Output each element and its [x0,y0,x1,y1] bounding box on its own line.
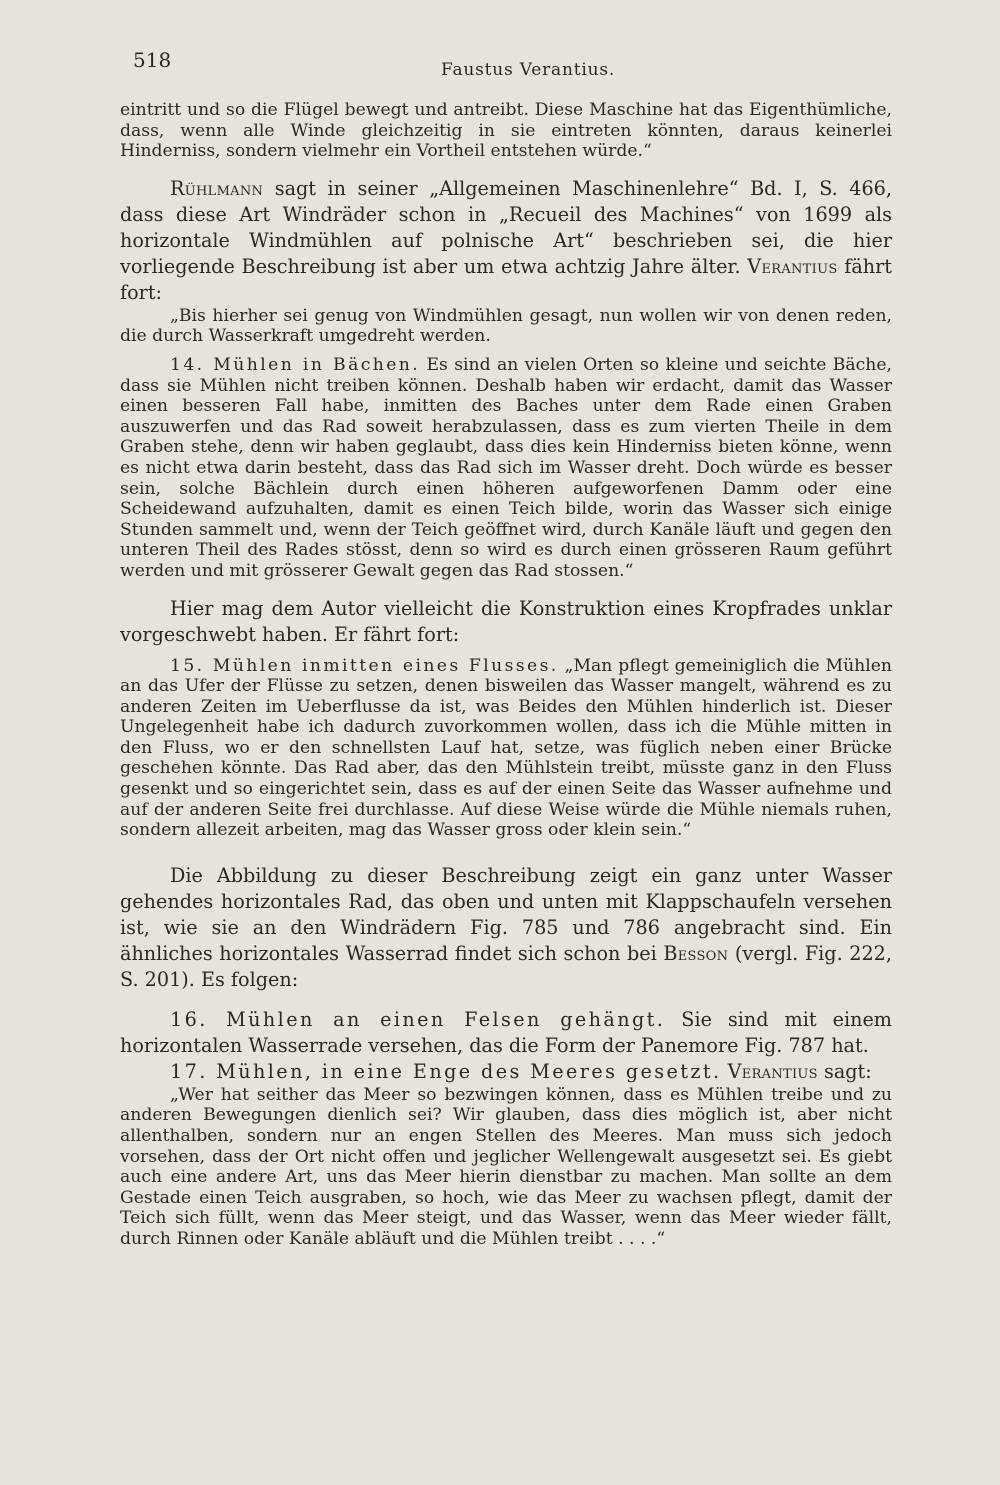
paragraph-windmill-conclusion [120,100,892,162]
page-body [120,100,892,1250]
section-text: Sie sind mit einem horizontalen Wasserrade versehen, das die Form der Panemore Fig. 787 hat. [120,1007,892,1057]
section-text: Es sind an vielen Orten so kleine und seichte Bäche, dass sie Mühlen nicht treiben können. Deshalb haben wir erdacht, damit das Wasser einen besseren Fall habe, inmitten des Baches unter dem Rade einen Graben auszuwerfen und das Rad soweit herabzulassen, dass es zum vierten Theile in dem Graben stehe, denn wir haben geglaubt, dass dies kein Hinderniss bieten könne, wenn es nicht etwa darin besteht, dass das Rad sich im Wasser dreht. Doch würde es besser sein, solche Bächlein durch einen höheren aufgeworfenen Damm oder eine Scheidewand aufzuhalten, damit es einen Teich bilde, worin das Wasser sich einige Stunden sammelt und, wenn der Teich geöffnet wird, durch Kanäle läuft und gegen den unteren Theil des Rades stösst, denn so wird es durch einen grösseren Raum geführt werden und mit grösserer Gewalt gegen das Rad stossen.“ [120,354,892,581]
paragraph-text: sagt in seiner „Allgemeinen Maschinenlehre“ Bd. I, S. 466, dass diese Art Windräder schon in „Recueil des Machines“ von 1699 als horizontale Windmühlen auf polnische Art“ beschrieben sei, die hier vorliegende Beschreibung ist aber um etwa achtzig Jahre älter. [120,176,892,278]
paragraph-sea-mill-quote [120,1085,892,1250]
section-heading-16: 16. Mühlen an einen Felsen gehängt. [170,1007,666,1031]
paragraph-text: Die Abbildung zu dieser Beschreibung zeigt ein ganz unter Wasser gehendes horizontales Rad, das oben und unten mit Klappschaufeln versehen ist, wie sie an den Windrädern Fig. 785 und 786 angebracht sind. Ein ähnliches horizontales Wasserrad findet sich schon bei [120,863,892,965]
paragraph-transition-quote [120,306,892,347]
section-16-mills-on-rock [120,1007,892,1059]
author-name-ruehlmann: Rühlmann [170,176,264,200]
paragraph-text: eintritt und so die Flügel bewegt und antreibt. Diese Maschine hat das Eigenthümliche, dass, wenn alle Winde gleichzeitig in sie eintreten könnten, daraus keinerlei Hinderniss, sondern vielmehr ein Vortheil entstehen würde.“ [120,100,892,162]
section-heading-14: 14. Mühlen in Bächen. [170,354,421,375]
paragraph-text-end: (vergl. Fig. 222, S. 201). Es folgen: [120,941,892,991]
page-number: 518 [133,48,172,72]
paragraph-illustration-comment [120,863,892,993]
paragraph-text: „Bis hierher sei genug von Windmühlen gesagt, nun wollen wir von denen reden, die durch Wasserkraft umgedreht werden. [120,305,892,347]
section-heading-15: 15. Mühlen inmitten eines Flusses. [170,655,559,676]
section-heading-17: 17. Mühlen, in eine Enge des Meeres gesetzt. [170,1059,722,1083]
paragraph-text: Hier mag dem Autor vielleicht die Konstruktion eines Kropfrades unklar vorgeschwebt haben. Er fährt fort: [120,596,892,646]
author-name-verantius: Verantius [727,1059,818,1083]
page-header [133,48,883,78]
paragraph-text-end: fährt fort: [120,254,893,304]
section-text: „Man pflegt gemeiniglich die Mühlen an das Ufer der Flüsse zu setzen, denen bisweilen das Wasser mangelt, während es zu anderen Zeiten im Ueberflusse da ist, was Beides den Mühlen hinderlich ist. Dieser Ungelegenheit habe ich dadurch zuvorkommen wollen, dass ich die Mühle mitten in den Fluss, wo er den schnellsten Lauf hat, setze, was füglich neben einer Brücke geschehen könnte. Das Rad aber, das den Mühlstein treibt, müsste ganz in den Fluss gesenkt und so eingerichtet sein, dass es auf der einen Seite das Wasser aufnehme und auf der anderen Seite frei durchlasse. Auf diese Weise würde die Mühle niemals ruhen, sondern allezeit arbeiten, mag das Wasser gross oder klein sein.“ [120,655,892,841]
section-14-mills-in-brooks [120,355,892,582]
section-15-mills-in-river [120,656,892,841]
running-head: Faustus Verantius. [441,60,616,80]
paragraph-kropfrad-comment [120,596,892,648]
section-17-mills-in-sea-strait [120,1059,892,1085]
author-name-verantius: Verantius [747,254,838,278]
paragraph-text: „Wer hat seither das Meer so bezwingen können, dass es Mühlen treibe und zu anderen Bewegungen dienlich sei? Wir glauben, dass dies möglich ist, aber nicht allenthalben, sondern nur an engen Stellen des Meeres. Man muss sich jedoch vorsehen, dass der Ort nicht offen und jeglicher Wellengewalt ausgesetzt sei. Es giebt auch eine andere Art, uns das Meer hierin dienstbar zu machen. Man sollte an dem Gestade einen Teich ausgraben, so hoch, wie das Meer zu wachsen pflegt, damit der Teich sich füllt, wenn das Meer steigt, und das Wasser, wenn das Meer wieder fällt, durch Rinnen oder Kanäle abläuft und die Mühlen treibt . . . .“ [120,1084,892,1249]
author-name-besson: Besson [663,941,729,965]
section-text: sagt: [817,1059,872,1083]
paragraph-ruehlmann [120,176,892,306]
